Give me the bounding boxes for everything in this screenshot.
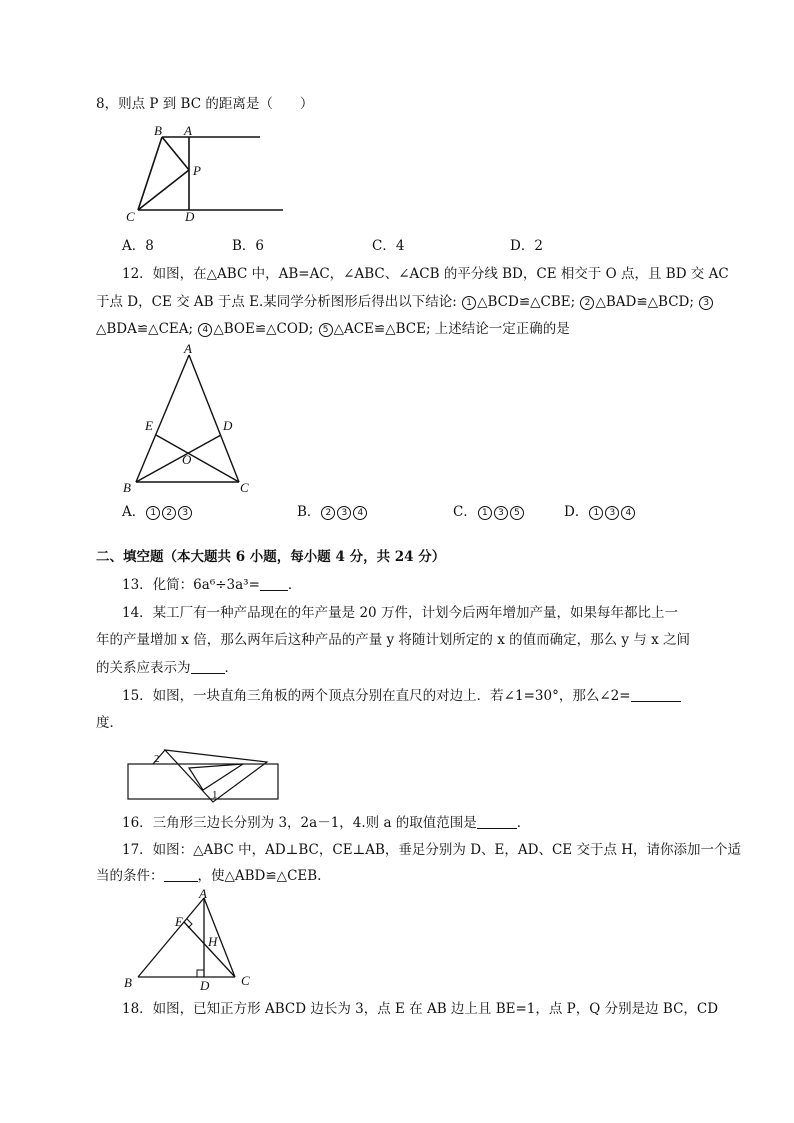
q8-option-a: A．8 (122, 238, 154, 254)
q8-label-d: D (185, 209, 195, 224)
q12-label-b: B (123, 480, 131, 495)
q14-line3-text: 的关系应表示为 (96, 660, 191, 676)
q12-option-c (453, 502, 525, 522)
q12-label-o: O (182, 452, 192, 467)
q8-figure (120, 120, 290, 225)
q12-conclusion-4: △BOE≌△COD; (213, 321, 318, 337)
circled-number: 3 (337, 506, 351, 520)
q16 (122, 813, 530, 833)
q17-label-d: D (200, 978, 210, 993)
q12-line1: 12．如图，在△ABC 中，AB=AC，∠ABC、∠ACB 的平分线 BD，CE 相交于 O 点，且 BD 交 AC (122, 266, 729, 282)
circled-number: 2 (580, 296, 594, 310)
q12-option-a (122, 502, 193, 522)
q8-label-a: A (184, 123, 192, 138)
q15-line1 (122, 686, 681, 706)
option-letter: C． (453, 504, 477, 520)
q17-line2 (96, 866, 321, 886)
q14-line3 (96, 658, 238, 678)
q8-stem: 8，则点 P 到 BC 的距离是（ ） (96, 96, 314, 112)
q18-line1: 18．如图，已知正方形 ABCD 边长为 3，点 E 在 AB 边上且 BE=1，点 P，Q 分别是边 BC，CD (122, 1001, 719, 1017)
circled-number: 2 (321, 506, 335, 520)
q17-line2-text: 当的条件： (96, 868, 164, 884)
q15-line1-text: 15．如图，一块直角三角板的两个顶点分别在直尺的对边上．若∠1=30°，那么∠2= (122, 688, 631, 704)
q15-line2: 度． (96, 715, 123, 731)
circled-number: 5 (319, 323, 333, 337)
q12-figure (120, 342, 260, 497)
section-heading: 二、填空题（本大题共 6 小题，每小题 4 分，共 24 分） (96, 549, 446, 565)
circled-number: 3 (494, 506, 508, 520)
q17-label-e: E (175, 914, 183, 929)
circled-number: 1 (146, 506, 160, 520)
q15-angle-2: 2 (154, 753, 160, 765)
q16-end: ． (516, 815, 531, 831)
q15-figure (125, 738, 285, 804)
q17-figure (120, 886, 255, 993)
circled-number: 4 (353, 506, 367, 520)
q17-label-b: B (124, 975, 132, 990)
q12-conclusion-5: △ACE≌△BCE; 上述结论一定正确的是 (333, 321, 570, 337)
q17-line1: 17．如图：△ABC 中，AD⊥BC，CE⊥AB，垂足分别为 D、E，AD、CE 交于点 H，请你添加一个适 (122, 842, 742, 858)
answer-blank[interactable] (260, 576, 288, 591)
q8-option-b: B．6 (232, 238, 265, 254)
q13 (122, 575, 301, 595)
circled-number: 5 (510, 506, 524, 520)
q12-label-e: E (145, 418, 153, 433)
q8-option-d: D．2 (510, 238, 543, 254)
q16-text: 16．三角形三边长分别为 3，2a－1，4.则 a 的取值范围是 (122, 815, 477, 831)
q17-line2-end: ，使△ABD≌△CEB. (197, 868, 322, 884)
q14-line2: 年的产量增加 x 倍，那么两年后这种产品的产量 y 将随计划所定的 x 的值而确定，那么 y 与 x 之间 (96, 632, 691, 648)
q12-conclusion-2: △BAD≌△BCD; (595, 294, 699, 310)
q12-option-d (564, 502, 636, 522)
option-letter: A． (122, 504, 146, 520)
q14-end: ． (224, 660, 238, 676)
q12-line2-text: 于点 D，CE 交 AB 于点 E.某同学分析图形后得出以下结论: (96, 294, 462, 310)
q12-option-b (297, 502, 368, 522)
q17-label-h: H (208, 934, 218, 949)
circled-number: 1 (478, 506, 492, 520)
answer-blank[interactable] (477, 814, 517, 829)
answer-blank[interactable] (164, 867, 198, 882)
circled-number: 2 (162, 506, 176, 520)
q14-line1: 14．某工厂有一种产品现在的年产量是 20 万件，计划今后两年增加产量，如果每年都比上一 (122, 605, 678, 621)
q13-text: 13．化简：6a⁶÷3a³= (122, 577, 260, 593)
q12-conclusion-1: △BCD≌△CBE; (477, 294, 580, 310)
q8-label-c: C (126, 209, 135, 224)
q13-end: ． (287, 577, 302, 593)
circled-number: 3 (178, 506, 192, 520)
answer-blank[interactable] (631, 687, 681, 702)
circled-number: 4 (621, 506, 635, 520)
circled-number: 1 (462, 296, 476, 310)
option-letter: B． (297, 504, 321, 520)
q17-label-c: C (241, 973, 250, 988)
q8-label-b: B (154, 123, 162, 138)
circled-number: 1 (589, 506, 603, 520)
q12-label-d: D (223, 418, 233, 433)
q17-label-a: A (199, 886, 207, 901)
q12-label-a: A (184, 341, 192, 356)
option-letter: D． (564, 504, 589, 520)
q12-label-c: C (240, 480, 249, 495)
q8-label-p: P (193, 163, 201, 178)
q12-line3 (96, 319, 570, 339)
q15-angle-1: 1 (212, 789, 218, 801)
q12-conclusion-3: △BDA≌△CEA; (96, 321, 198, 337)
answer-blank[interactable] (191, 659, 225, 674)
q8-option-c: C．4 (372, 238, 405, 254)
circled-number: 4 (198, 323, 212, 337)
circled-number: 3 (699, 296, 713, 310)
q12-line2 (96, 292, 714, 312)
circled-number: 3 (605, 506, 619, 520)
